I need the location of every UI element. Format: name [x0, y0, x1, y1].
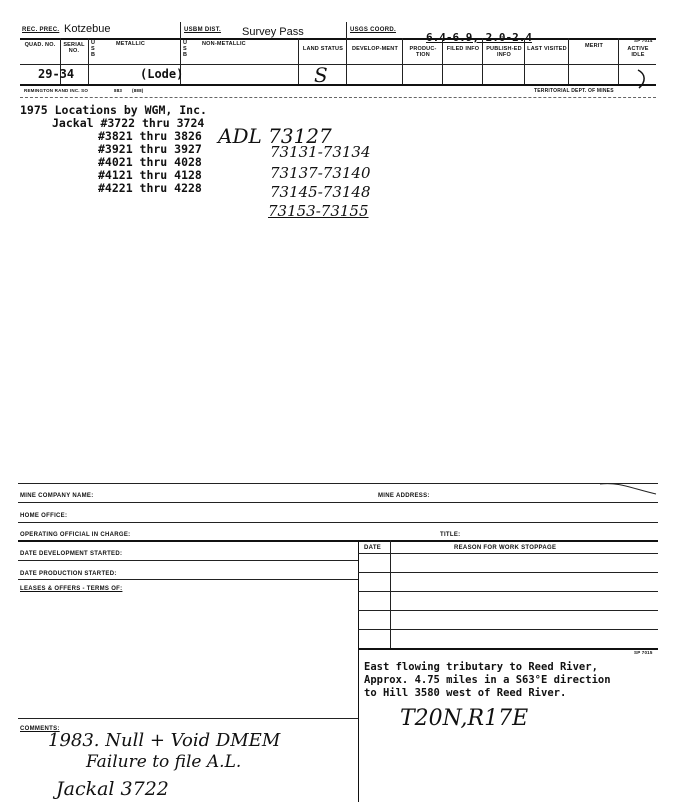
footer-code-1: 883: [114, 88, 123, 93]
usbm-dist-label: USBM DIST.: [184, 27, 222, 33]
locations-line-1: 1975 Locations by WGM, Inc.: [20, 103, 207, 117]
locations-line: #4021 thru 4028: [98, 155, 202, 169]
footer-left: REMINGTON RAND INC. SO: [24, 88, 89, 93]
col-active-idle: ACTIVE IDLE: [627, 46, 649, 58]
location-note-line: Approx. 4.75 miles in a S63°E direction: [364, 674, 611, 686]
form-code-2: SP 7015: [634, 650, 653, 655]
date-production-label: DATE PRODUCTION STARTED:: [20, 571, 117, 577]
footer-code-2: (888): [132, 88, 144, 93]
usgs-coord-label: USGS COORD.: [350, 27, 396, 33]
col-filed-info: FILED INFO: [446, 46, 480, 52]
col-development: DEVELOP-MENT: [351, 46, 399, 52]
home-office-label: HOME OFFICE:: [20, 513, 68, 519]
comments-line: Jackal 3722: [56, 778, 169, 800]
date-development-label: DATE DEVELOPMENT STARTED:: [20, 551, 123, 557]
col-metallic: METALLIC: [116, 41, 145, 47]
col-published-info: PUBLISH-ED INFO: [486, 46, 522, 58]
active-idle-bracket-icon: [636, 68, 650, 90]
rec-prec-label: REC. PREC.: [22, 27, 60, 33]
reason-column-header: REASON FOR WORK STOPPAGE: [454, 545, 557, 551]
operating-official-label: OPERATING OFFICIAL IN CHARGE:: [20, 532, 131, 538]
quad-serial-value: 29-34: [38, 67, 75, 81]
col-usb-left: U S B: [91, 40, 96, 58]
date-column-header: DATE: [364, 545, 382, 551]
adl-line: 73145-73148: [270, 183, 371, 201]
adl-line: 73137-73140: [270, 164, 371, 182]
col-quad-no: QUAD. NO.: [24, 42, 56, 48]
location-note-line: East flowing tributary to Reed River,: [364, 661, 598, 673]
locations-line: #3921 thru 3927: [98, 142, 202, 156]
comments-line: 1983. Null + Void DMEM: [48, 730, 281, 751]
leases-offers-label: LEASES & OFFERS - TERMS OF:: [20, 586, 123, 592]
col-serial-no: SERIAL NO.: [63, 42, 85, 54]
locations-line-2: Jackal #3722 thru 3724: [52, 116, 205, 130]
col-merit: MERIT: [584, 43, 604, 49]
col-usb-right: U S B: [183, 40, 188, 58]
form-code: SP 7014: [634, 38, 653, 43]
adl-line: 73131-73134: [270, 143, 371, 161]
locations-line: #3821 thru 3826: [98, 129, 202, 143]
locations-line: #4121 thru 4128: [98, 168, 202, 182]
adl-line: ADL 73127: [218, 124, 332, 148]
comments-label: COMMENTS:: [20, 726, 60, 732]
mine-company-name-label: MINE COMPANY NAME:: [20, 493, 94, 499]
col-non-metallic: NON-METALLIC: [202, 41, 246, 47]
col-land-status: LAND STATUS: [302, 46, 344, 52]
col-last-visited: LAST VISITED: [527, 46, 567, 52]
locations-line: #4221 thru 4228: [98, 181, 202, 195]
title-label: TITLE:: [440, 532, 461, 538]
land-status-value: S: [314, 63, 328, 87]
mine-address-label: MINE ADDRESS:: [378, 493, 430, 499]
col-production: PRODUC-TION: [409, 46, 437, 58]
footer-right: TERRITORIAL DEPT. OF MINES: [534, 88, 614, 94]
rec-prec-value: Kotzebue: [64, 23, 111, 35]
township-handwritten: T20N,R17E: [400, 706, 529, 731]
metallic-type-value: (Lode): [140, 67, 184, 81]
usgs-coord-value: 6.4-6.9, 2.0-2.4: [426, 31, 532, 44]
location-note-line: to Hill 3580 west of Reed River.: [364, 687, 567, 699]
adl-line: 73153-73155: [268, 202, 369, 220]
pen-stroke-mark: [600, 478, 660, 498]
comments-line: Failure to file A.L.: [86, 752, 242, 772]
usbm-dist-value: Survey Pass: [242, 26, 304, 38]
